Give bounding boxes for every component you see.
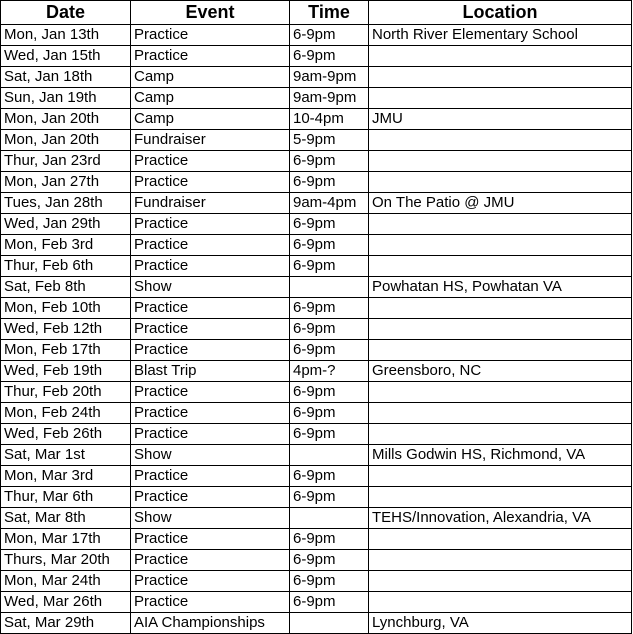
event-cell: Practice	[131, 256, 290, 277]
time-cell: 6-9pm	[290, 424, 369, 445]
event-cell: Practice	[131, 319, 290, 340]
date-cell: Mon, Feb 17th	[1, 340, 131, 361]
date-cell: Thur, Mar 6th	[1, 487, 131, 508]
event-cell: Practice	[131, 235, 290, 256]
event-cell: Practice	[131, 25, 290, 46]
location-cell	[369, 403, 632, 424]
table-body	[1, 25, 632, 634]
date-cell: Sun, Jan 19th	[1, 88, 131, 109]
event-cell: Practice	[131, 382, 290, 403]
table-row	[1, 361, 632, 382]
time-cell: 4pm-?	[290, 361, 369, 382]
table-row	[1, 403, 632, 424]
table-row	[1, 550, 632, 571]
date-cell: Thur, Feb 6th	[1, 256, 131, 277]
location-cell	[369, 172, 632, 193]
location-cell	[369, 550, 632, 571]
table-row	[1, 277, 632, 298]
location-cell	[369, 46, 632, 67]
date-cell: Wed, Jan 29th	[1, 214, 131, 235]
location-cell	[369, 151, 632, 172]
event-cell: Practice	[131, 424, 290, 445]
location-cell	[369, 382, 632, 403]
date-cell: Mon, Feb 10th	[1, 298, 131, 319]
date-cell: Wed, Feb 12th	[1, 319, 131, 340]
date-cell: Wed, Mar 26th	[1, 592, 131, 613]
location-cell	[369, 235, 632, 256]
table-row	[1, 298, 632, 319]
time-cell: 6-9pm	[290, 298, 369, 319]
table-row	[1, 130, 632, 151]
table-row	[1, 46, 632, 67]
time-cell: 9am-4pm	[290, 193, 369, 214]
time-cell: 6-9pm	[290, 466, 369, 487]
date-cell: Wed, Feb 26th	[1, 424, 131, 445]
table-row	[1, 592, 632, 613]
location-cell: TEHS/Innovation, Alexandria, VA	[369, 508, 632, 529]
table-row	[1, 25, 632, 46]
time-cell: 6-9pm	[290, 592, 369, 613]
time-cell: 6-9pm	[290, 214, 369, 235]
time-cell: 10-4pm	[290, 109, 369, 130]
location-cell	[369, 466, 632, 487]
time-cell: 6-9pm	[290, 529, 369, 550]
time-cell	[290, 508, 369, 529]
date-cell: Sat, Mar 8th	[1, 508, 131, 529]
event-cell: Practice	[131, 550, 290, 571]
date-cell: Mon, Feb 24th	[1, 403, 131, 424]
event-cell: Practice	[131, 151, 290, 172]
date-cell: Mon, Mar 17th	[1, 529, 131, 550]
event-cell: Practice	[131, 487, 290, 508]
table-row	[1, 88, 632, 109]
date-cell: Sat, Mar 29th	[1, 613, 131, 634]
location-cell	[369, 319, 632, 340]
event-cell: Practice	[131, 571, 290, 592]
header-date: Date	[1, 1, 131, 25]
table-row	[1, 340, 632, 361]
date-cell: Thur, Feb 20th	[1, 382, 131, 403]
date-cell: Thur, Jan 23rd	[1, 151, 131, 172]
event-cell: Fundraiser	[131, 130, 290, 151]
location-cell	[369, 88, 632, 109]
location-cell: Powhatan HS, Powhatan VA	[369, 277, 632, 298]
event-cell: Camp	[131, 67, 290, 88]
event-cell: Practice	[131, 466, 290, 487]
header-time: Time	[290, 1, 369, 25]
time-cell	[290, 277, 369, 298]
location-cell	[369, 256, 632, 277]
location-cell: North River Elementary School	[369, 25, 632, 46]
time-cell: 6-9pm	[290, 340, 369, 361]
date-cell: Mon, Jan 27th	[1, 172, 131, 193]
location-cell	[369, 487, 632, 508]
date-cell: Wed, Jan 15th	[1, 46, 131, 67]
time-cell: 6-9pm	[290, 571, 369, 592]
location-cell	[369, 214, 632, 235]
table-row	[1, 613, 632, 634]
table-row	[1, 67, 632, 88]
location-cell	[369, 592, 632, 613]
time-cell: 6-9pm	[290, 172, 369, 193]
event-cell: Practice	[131, 403, 290, 424]
time-cell: 6-9pm	[290, 487, 369, 508]
location-cell	[369, 67, 632, 88]
event-cell: Practice	[131, 592, 290, 613]
location-cell: Lynchburg, VA	[369, 613, 632, 634]
location-cell	[369, 571, 632, 592]
location-cell	[369, 424, 632, 445]
event-cell: Show	[131, 508, 290, 529]
location-cell	[369, 340, 632, 361]
time-cell: 6-9pm	[290, 256, 369, 277]
table-row	[1, 424, 632, 445]
table-row	[1, 151, 632, 172]
time-cell	[290, 613, 369, 634]
event-cell: Camp	[131, 88, 290, 109]
table-row	[1, 319, 632, 340]
time-cell: 6-9pm	[290, 25, 369, 46]
event-cell: Camp	[131, 109, 290, 130]
table-row	[1, 235, 632, 256]
date-cell: Mon, Feb 3rd	[1, 235, 131, 256]
location-cell: On The Patio @ JMU	[369, 193, 632, 214]
table-row	[1, 172, 632, 193]
time-cell: 9am-9pm	[290, 67, 369, 88]
date-cell: Sat, Jan 18th	[1, 67, 131, 88]
event-cell: Practice	[131, 172, 290, 193]
table-row	[1, 466, 632, 487]
time-cell: 6-9pm	[290, 235, 369, 256]
location-cell	[369, 130, 632, 151]
header-location: Location	[369, 1, 632, 25]
location-cell: Greensboro, NC	[369, 361, 632, 382]
table-row	[1, 382, 632, 403]
table-row	[1, 508, 632, 529]
event-cell: Blast Trip	[131, 361, 290, 382]
date-cell: Mon, Mar 24th	[1, 571, 131, 592]
location-cell	[369, 298, 632, 319]
time-cell: 6-9pm	[290, 403, 369, 424]
time-cell: 6-9pm	[290, 319, 369, 340]
event-cell: Practice	[131, 214, 290, 235]
table-row	[1, 571, 632, 592]
time-cell: 6-9pm	[290, 382, 369, 403]
time-cell	[290, 445, 369, 466]
date-cell: Mon, Jan 13th	[1, 25, 131, 46]
date-cell: Sat, Mar 1st	[1, 445, 131, 466]
event-cell: Practice	[131, 46, 290, 67]
table-header	[1, 1, 632, 25]
date-cell: Mon, Jan 20th	[1, 130, 131, 151]
event-cell: Practice	[131, 340, 290, 361]
time-cell: 6-9pm	[290, 46, 369, 67]
date-cell: Tues, Jan 28th	[1, 193, 131, 214]
header-event: Event	[131, 1, 290, 25]
date-cell: Sat, Feb 8th	[1, 277, 131, 298]
location-cell: Mills Godwin HS, Richmond, VA	[369, 445, 632, 466]
date-cell: Thurs, Mar 20th	[1, 550, 131, 571]
table-row	[1, 109, 632, 130]
event-cell: Practice	[131, 529, 290, 550]
event-cell: Show	[131, 445, 290, 466]
table-row	[1, 256, 632, 277]
date-cell: Mon, Mar 3rd	[1, 466, 131, 487]
header-row	[1, 1, 632, 25]
table-row	[1, 445, 632, 466]
event-cell: Show	[131, 277, 290, 298]
time-cell: 6-9pm	[290, 550, 369, 571]
table-row	[1, 193, 632, 214]
event-cell: Fundraiser	[131, 193, 290, 214]
date-cell: Wed, Feb 19th	[1, 361, 131, 382]
location-cell	[369, 529, 632, 550]
event-cell: AIA Championships	[131, 613, 290, 634]
event-cell: Practice	[131, 298, 290, 319]
table-row	[1, 487, 632, 508]
table-row	[1, 529, 632, 550]
location-cell: JMU	[369, 109, 632, 130]
time-cell: 9am-9pm	[290, 88, 369, 109]
time-cell: 6-9pm	[290, 151, 369, 172]
table-row	[1, 214, 632, 235]
time-cell: 5-9pm	[290, 130, 369, 151]
date-cell: Mon, Jan 20th	[1, 109, 131, 130]
